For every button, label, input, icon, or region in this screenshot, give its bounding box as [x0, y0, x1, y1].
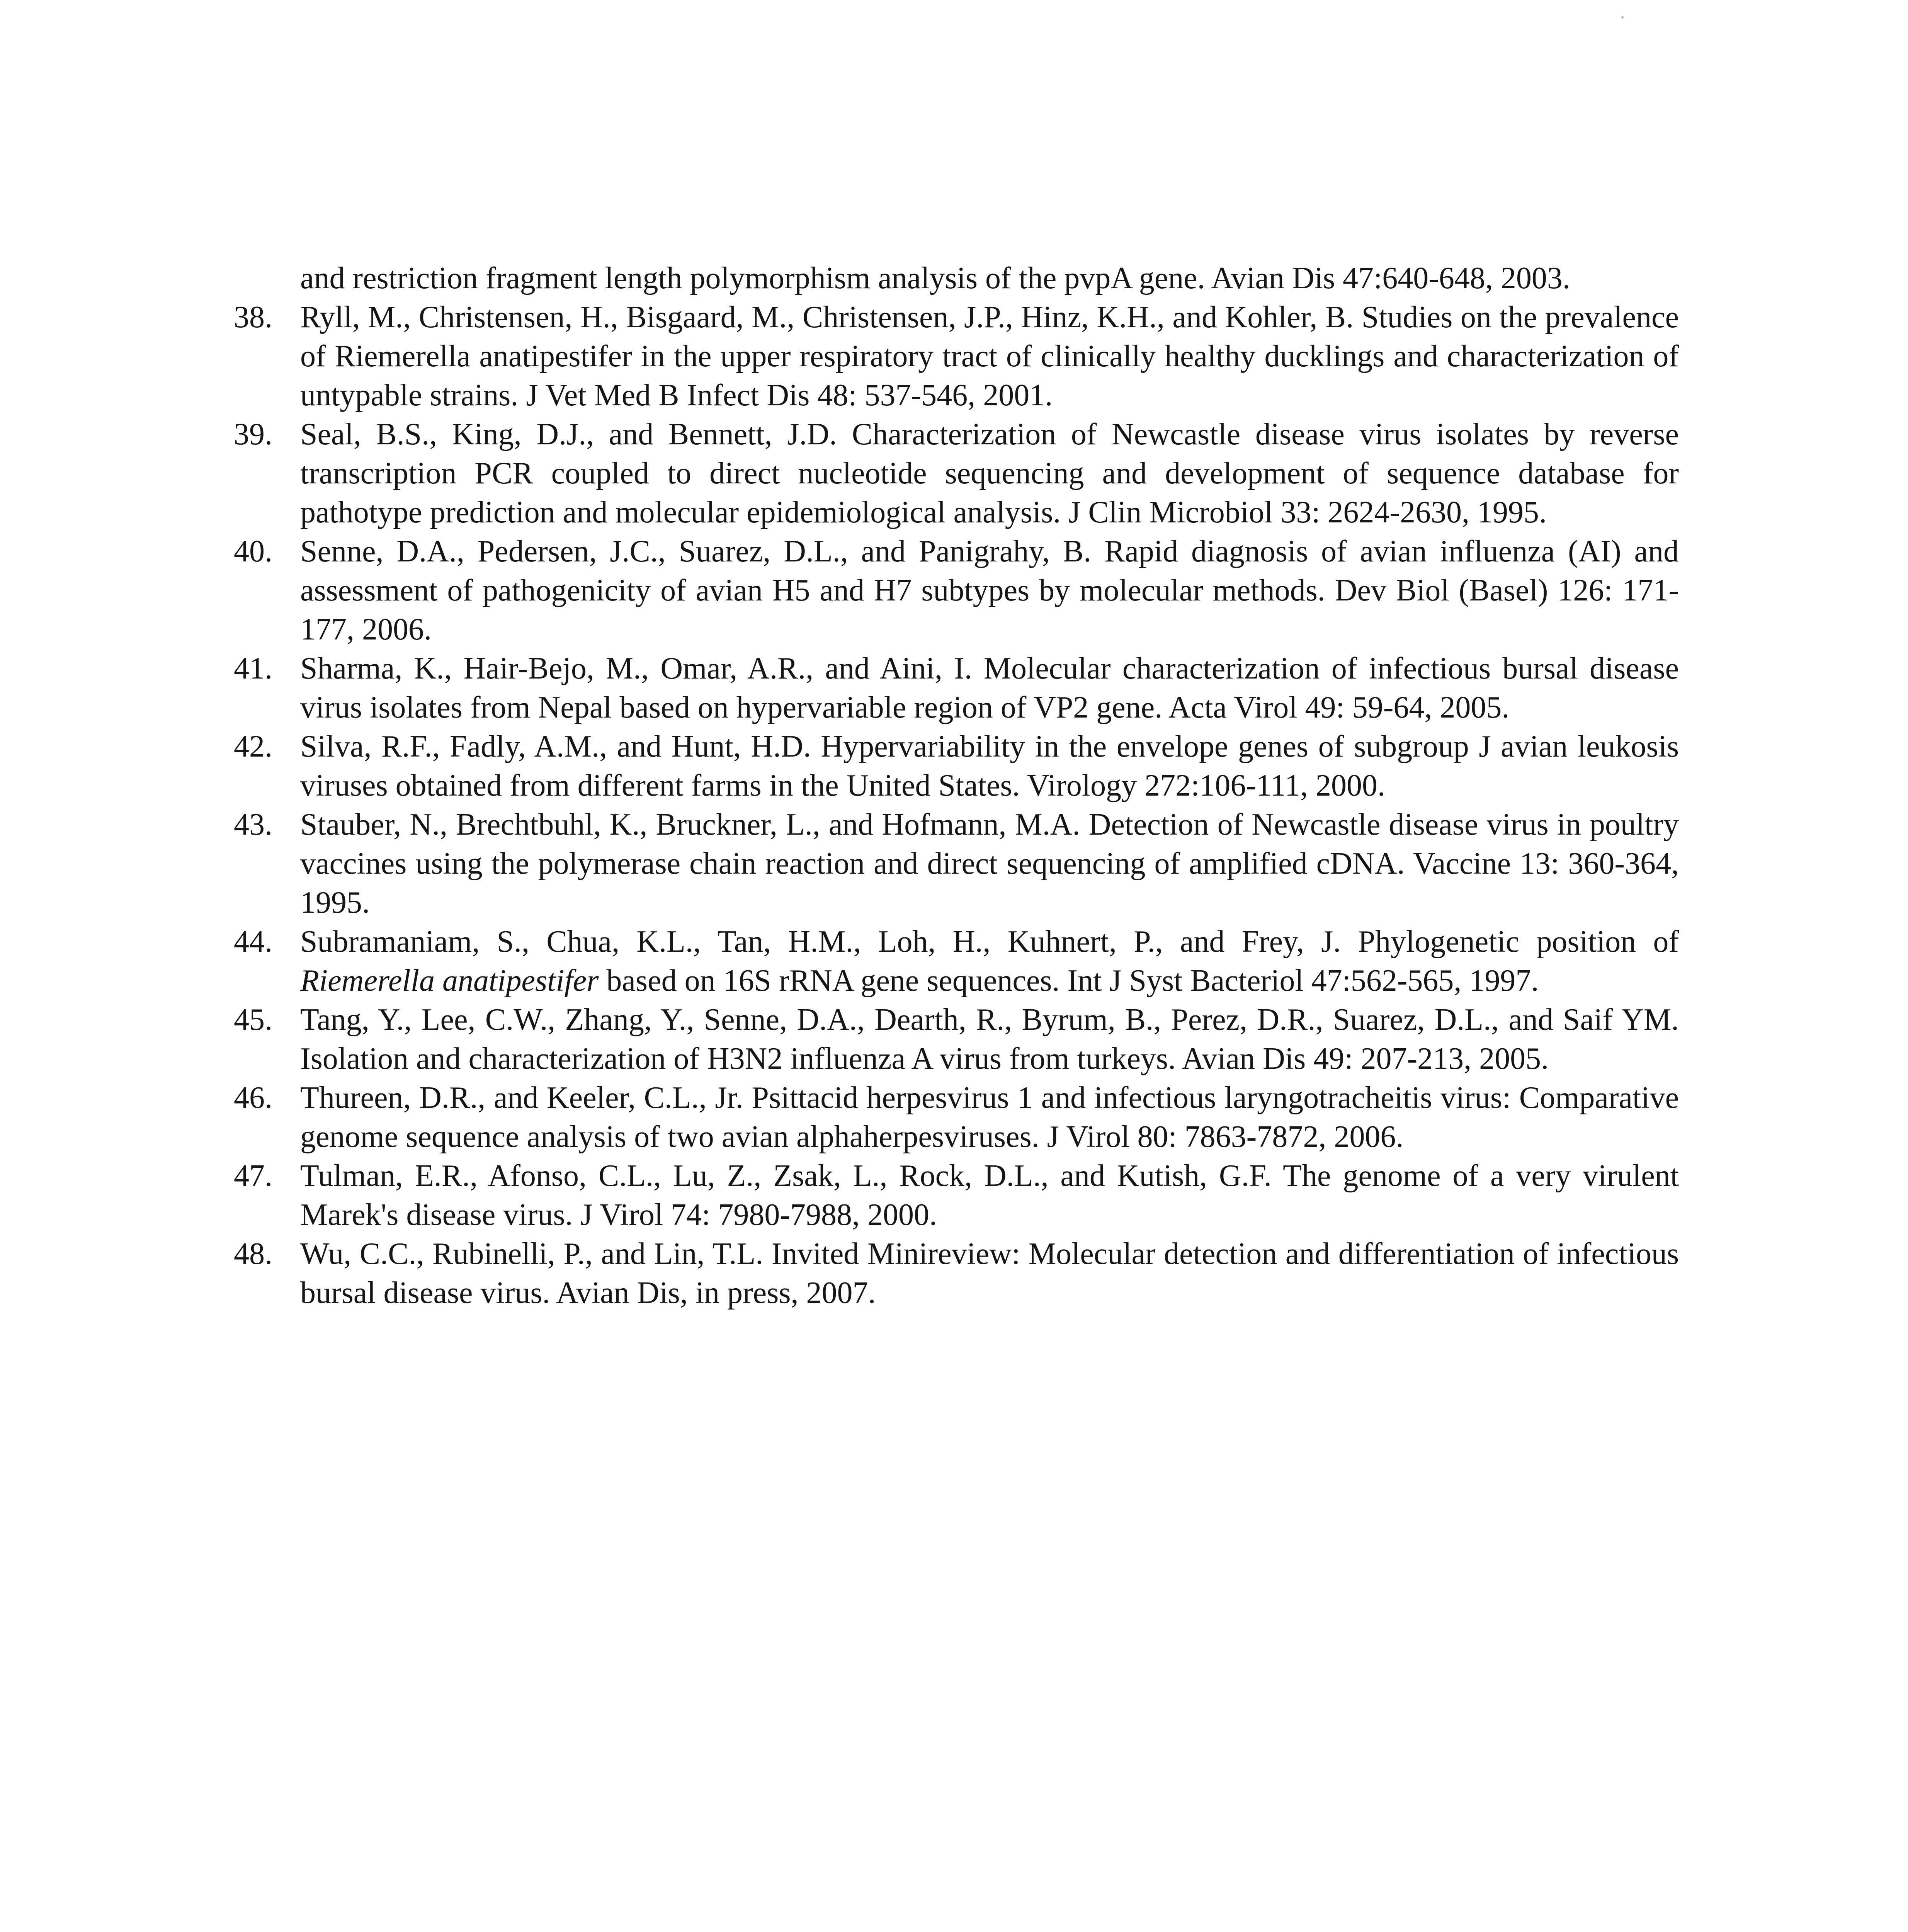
reference-text: Senne, D.A., Pedersen, J.C., Suarez, D.L., and Panigrahy, B. Rapid diagnosis of avian influenza (AI) and assessment of pathogenicity of avian H5 and H7 subtypes by molecular methods. Dev Biol (Basel) 126: 171-177, 2006.: [300, 534, 1679, 646]
reference-number: 48.: [234, 1237, 272, 1271]
reference-text: Sharma, K., Hair-Bejo, M., Omar, A.R., and Aini, I. Molecular characterization of infectious bursal disease virus isolates from Nepal based on hypervariable region of VP2 gene. Acta Virol 49: 59-64, 2005.: [300, 651, 1679, 724]
reference-text-end: based on 16S rRNA gene sequences. Int J Syst Bacteriol 47:562-565, 1997.: [599, 964, 1539, 998]
scan-speck: [1621, 16, 1624, 19]
reference-item: [218, 805, 1679, 922]
reference-number: 45.: [234, 1003, 272, 1037]
reference-text: Silva, R.F., Fadly, A.M., and Hunt, H.D. Hypervariability in the envelope genes of subgroup J avian leukosis viruses obtained from different farms in the United States. Virology 272:106-111, 2000.: [300, 730, 1679, 803]
reference-text: Wu, C.C., Rubinelli, P., and Lin, T.L. Invited Minireview: Molecular detection and differentiation of infectious bursal disease virus. Avian Dis, in press, 2007.: [300, 1237, 1679, 1310]
reference-item: [218, 298, 1679, 415]
reference-continuation: and restriction fragment length polymorphism analysis of the pvpA gene. Avian Dis 47:640-648, 2003.: [300, 261, 1570, 295]
reference-text: [300, 925, 1679, 998]
reference-text: Ryll, M., Christensen, H., Bisgaard, M., Christensen, J.P., Hinz, K.H., and Kohler, B. Studies on the prevalence of Riemerella anatipestifer in the upper respiratory tract of clinically healthy ducklings and characterization of untypable strains. J Vet Med B Infect Dis 48: 537-546, 2001.: [300, 300, 1679, 412]
reference-item: [218, 649, 1679, 727]
reference-text: Seal, B.S., King, D.J., and Bennett, J.D. Characterization of Newcastle disease virus isolates by reverse transcription PCR coupled to direct nucleotide sequencing and development of sequence database for pathotype prediction and molecular epidemiological analysis. J Clin Microbiol 33: 2624-2630, 1995.: [300, 417, 1679, 529]
reference-number: 39.: [234, 417, 272, 451]
species-name-italic: Riemerella anatipestifer: [300, 964, 599, 998]
reference-item: [218, 1078, 1679, 1156]
reference-item: [218, 1000, 1679, 1078]
reference-text-start: Subramaniam, S., Chua, K.L., Tan, H.M., Loh, H., Kuhnert, P., and Frey, J. Phylogenetic position of: [300, 925, 1679, 959]
reference-text: Thureen, D.R., and Keeler, C.L., Jr. Psittacid herpesvirus 1 and infectious laryngotracheitis virus: Comparative genome sequence analysis of two avian alphaherpesviruses. J Virol 80: 7863-7872, 2006.: [300, 1081, 1679, 1154]
reference-item: [218, 1156, 1679, 1235]
reference-number: 41.: [234, 651, 272, 685]
reference-number: 40.: [234, 534, 272, 568]
reference-text: Stauber, N., Brechtbuhl, K., Bruckner, L., and Hofmann, M.A. Detection of Newcastle disease virus in poultry vaccines using the polymerase chain reaction and direct sequencing of amplified cDNA. Vaccine 13: 360-364, 1995.: [300, 808, 1679, 920]
reference-number: 43.: [234, 808, 272, 842]
reference-number: 44.: [234, 925, 272, 959]
reference-number: 47.: [234, 1159, 272, 1193]
reference-number: 46.: [234, 1081, 272, 1115]
reference-text: Tulman, E.R., Afonso, C.L., Lu, Z., Zsak, L., Rock, D.L., and Kutish, G.F. The genome of a very virulent Marek's disease virus. J Virol 74: 7980-7988, 2000.: [300, 1159, 1679, 1232]
reference-item: [218, 415, 1679, 532]
reference-item: [218, 532, 1679, 649]
reference-item: [218, 727, 1679, 805]
reference-item: [218, 922, 1679, 1000]
reference-list: [218, 259, 1679, 1313]
reference-item: [218, 1235, 1679, 1313]
reference-text: Tang, Y., Lee, C.W., Zhang, Y., Senne, D.A., Dearth, R., Byrum, B., Perez, D.R., Suarez, D.L., and Saif YM. Isolation and characterization of H3N2 influenza A virus from turkeys. Avian Dis 49: 207-213, 2005.: [300, 1003, 1679, 1076]
reference-number: 42.: [234, 730, 272, 764]
reference-number: 38.: [234, 300, 272, 334]
